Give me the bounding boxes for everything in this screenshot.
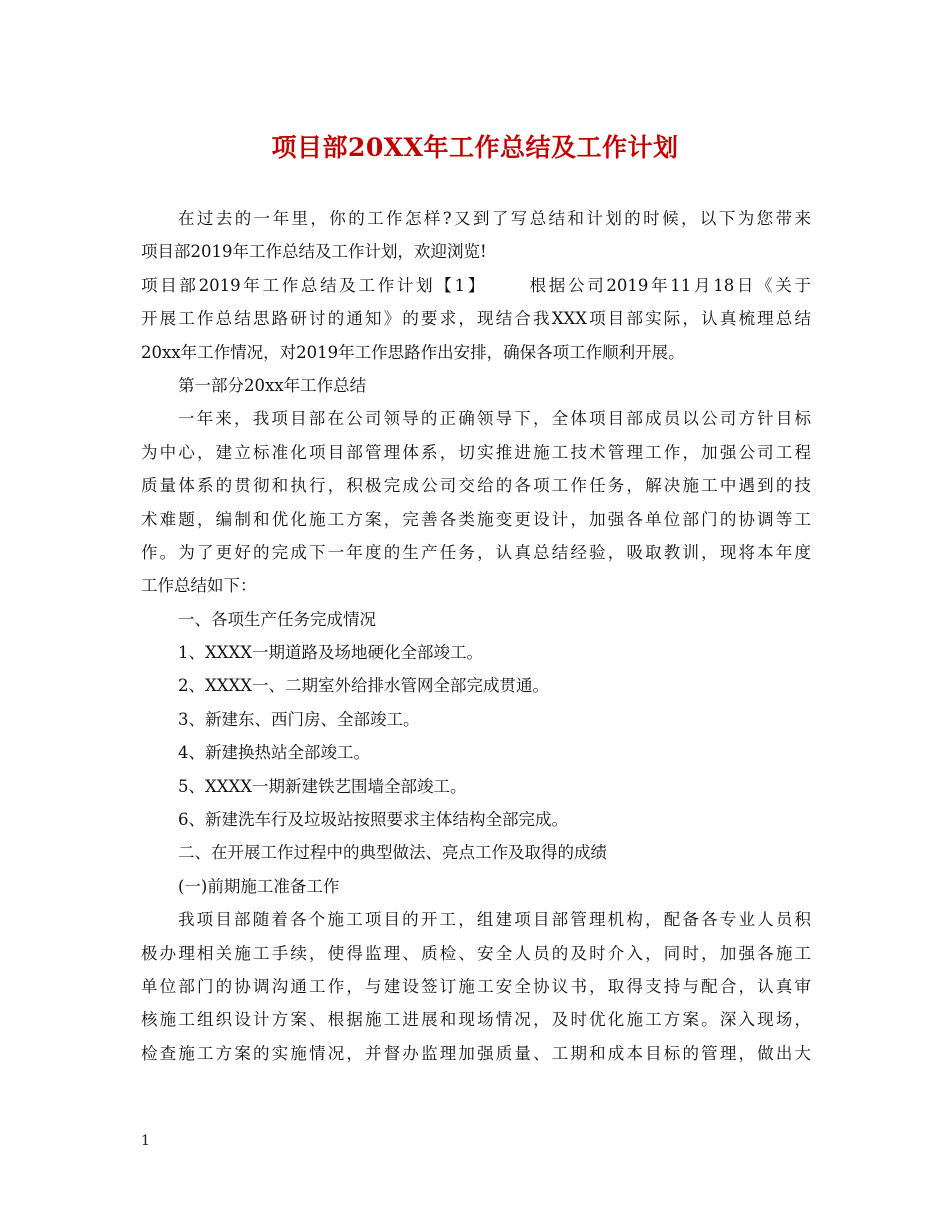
paragraph-line: 极办理相关施工手续，使得监理、质检、安全人员的及时介入，同时，加强各施工 <box>141 943 811 963</box>
paragraph-line <box>141 269 811 302</box>
section-heading: 第一部分20xx年工作总结 <box>178 375 367 395</box>
paragraph-line: 我项目部随着各个施工项目的开工，组建项目部管理机构，配备各专业人员积 <box>178 910 811 930</box>
paragraph-line: 作。为了更好的完成下一年度的生产任务，认真总结经验，吸取教训，现将本年度 <box>141 542 811 562</box>
paragraph-line: 术难题，编制和优化施工方案，完善各类施变更设计，加强各单位部门的协调等工 <box>141 509 811 529</box>
paragraph-line: 工作总结如下： <box>141 576 257 596</box>
paragraph-line: 检查施工方案的实施情况，并督办监理加强质量、工期和成本目标的管理，做出大 <box>141 1043 811 1063</box>
paragraph-line: 20xx年工作情况，对2019年工作思路作出安排，确保各项工作顺利开展。 <box>141 342 685 362</box>
paragraph-line: 在过去的一年里，你的工作怎样?又到了写总结和计划的时候，以下为您带来 <box>178 209 811 228</box>
list-item: 4、新建换热站全部竣工。 <box>178 743 370 763</box>
paragraph-line: 开展工作总结思路研讨的通知》的要求，现结合我XXX项目部实际，认真梳理总结 <box>141 309 811 329</box>
page-number: 1 <box>141 1133 150 1149</box>
paragraph-line: 为中心，建立标准化项目部管理体系，切实推进施工技术管理工作，加强公司工程 <box>141 442 811 462</box>
paragraph-line: 核施工组织设计方案、根据施工进展和现场情况，及时优化施工方案。深入现场， <box>141 1010 811 1030</box>
subsection-heading: (一)前期施工准备工作 <box>178 876 340 896</box>
document-title: 项目部20XX年工作总结及工作计划 <box>271 133 679 162</box>
paragraph-line: 一年来，我项目部在公司领导的正确领导下，全体项目部成员以公司方针目标 <box>178 409 811 429</box>
section-heading: 项目部2019年工作总结及工作计划【1】 <box>141 275 487 295</box>
paragraph-line: 单位部门的协调沟通工作，与建设签订施工安全协议书，取得支持与配合，认真审 <box>141 976 811 996</box>
list-item: 6、新建洗车行及垃圾站按照要求主体结构全部完成。 <box>178 810 568 830</box>
paragraph-line: 项目部2019年工作总结及工作计划，欢迎浏览! <box>141 242 487 262</box>
document-body <box>141 202 811 1070</box>
list-item: 5、XXXX一期新建铁艺围墙全部竣工。 <box>178 776 467 796</box>
paragraph-line: 质量体系的贯彻和执行，积极完成公司交给的各项工作任务，解决施工中遇到的技 <box>141 476 811 496</box>
list-item: 3、新建东、西门房、全部竣工。 <box>178 709 420 729</box>
section-heading: 一、各项生产任务完成情况 <box>178 609 376 629</box>
section-heading: 二、在开展工作过程中的典型做法、亮点工作及取得的成绩 <box>178 843 607 863</box>
list-item: 2、XXXX一、二期室外给排水管网全部完成贯通。 <box>178 676 549 696</box>
paragraph-text: 根据公司2019年11月18日《关于 <box>526 275 811 295</box>
list-item: 1、XXXX一期道路及场地硬化全部竣工。 <box>178 643 483 663</box>
